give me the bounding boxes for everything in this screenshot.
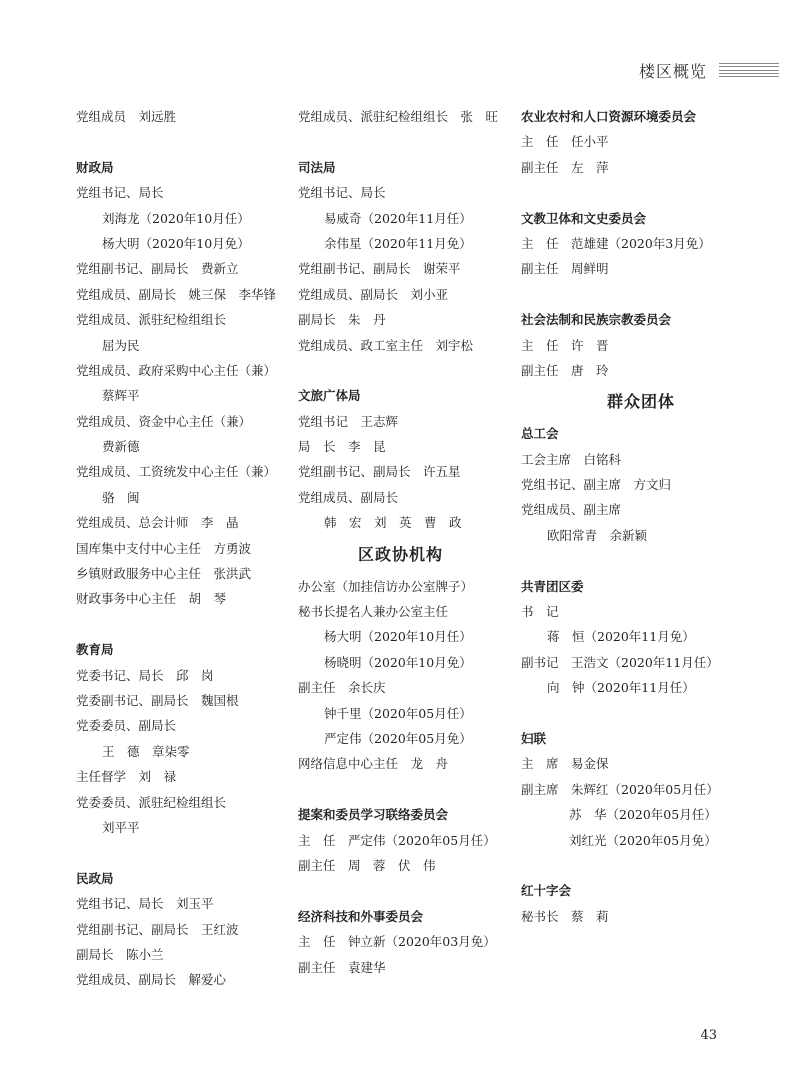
section-heading: 文教卫体和文史委员会 bbox=[521, 210, 647, 226]
major-section-heading: 群众团体 bbox=[606, 392, 675, 412]
column-2 bbox=[298, 104, 503, 980]
section-heading: 经济科技和外事委员会 bbox=[298, 908, 424, 924]
entry-line: 副主任 余长庆 bbox=[298, 680, 386, 696]
entry-line: 副主任 唐 玲 bbox=[521, 362, 609, 378]
entry-line: 向 钟（2020年11月任） bbox=[547, 680, 695, 696]
entry-line: 党组副书记、副局长 谢荣平 bbox=[298, 261, 461, 277]
entry-line: 党组书记 王志辉 bbox=[298, 413, 399, 429]
entry-line: 党组书记、副主席 方文归 bbox=[521, 477, 672, 493]
entry-line: 网络信息中心主任 龙 舟 bbox=[298, 756, 449, 772]
spacer bbox=[521, 282, 761, 307]
entry-line: 党组成员、政工室主任 刘宇松 bbox=[298, 337, 474, 353]
entry-line: 副主任 左 萍 bbox=[521, 159, 609, 175]
entry-line: 钟千里（2020年05月任） bbox=[324, 705, 472, 721]
entry-line: 韩 宏 刘 英 曹 政 bbox=[324, 515, 462, 531]
entry-line: 主 任 任小平 bbox=[521, 134, 609, 150]
entry-line: 党委副书记、副局长 魏国根 bbox=[76, 692, 239, 708]
entry-line: 党组成员、派驻纪检组组长 bbox=[76, 312, 227, 328]
entry-line: 主 任 严定伟（2020年05月任） bbox=[298, 832, 496, 848]
entry-line: 党组成员、副局长 姚三保 李华锋 bbox=[76, 286, 277, 302]
entry-line: 党组成员、副局长 刘小亚 bbox=[298, 286, 449, 302]
entry-line: 工会主席 白铭科 bbox=[521, 451, 622, 467]
entry-line: 主任督学 刘 禄 bbox=[76, 769, 177, 785]
entry-line: 骆 闽 bbox=[102, 489, 140, 505]
entry-line: 党组成员、副主席 bbox=[521, 502, 622, 518]
entry-line: 易威奇（2020年11月任） bbox=[324, 210, 472, 226]
entry-line: 杨大明（2020年10月免） bbox=[102, 235, 250, 251]
entry-line: 党委委员、副局长 bbox=[76, 718, 177, 734]
page-number: 43 bbox=[700, 1028, 717, 1043]
spacer bbox=[298, 358, 503, 383]
entry-line: 党组成员、工资统发中心主任（兼） bbox=[76, 464, 277, 480]
spacer bbox=[521, 548, 761, 573]
entry-line: 办公室（加挂信访办公室牌子） bbox=[298, 578, 474, 594]
entry-line: 主 席 易金保 bbox=[521, 756, 609, 772]
entry-line: 党组书记、局长 bbox=[298, 185, 386, 201]
entry-line: 副主任 袁建华 bbox=[298, 959, 386, 975]
entry-line: 蔡辉平 bbox=[102, 388, 140, 404]
major-section-heading: 区政协机构 bbox=[357, 544, 443, 564]
header-decoration bbox=[719, 63, 779, 77]
entry-line: 党组书记、局长 bbox=[76, 185, 164, 201]
entry-line: 党组成员、副局长 bbox=[298, 489, 399, 505]
entry-line: 欧阳常青 余新颖 bbox=[547, 527, 648, 543]
entry-line: 余伟星（2020年11月免） bbox=[324, 235, 472, 251]
spacer bbox=[298, 129, 503, 154]
entry-line: 局 长 李 昆 bbox=[298, 439, 386, 455]
spacer bbox=[76, 612, 286, 637]
section-heading: 共青团区委 bbox=[521, 578, 584, 594]
entry-line: 刘海龙（2020年10月任） bbox=[102, 210, 250, 226]
section-heading: 文旅广体局 bbox=[298, 388, 361, 404]
entry-line: 主 任 范雄建（2020年3月免） bbox=[521, 235, 711, 251]
entry-line: 副主任 周鲜明 bbox=[521, 261, 609, 277]
entry-line: 党组成员、派驻纪检组组长 张 旺 bbox=[298, 109, 499, 124]
entry-line: 副主任 周 蓉 伏 伟 bbox=[298, 857, 436, 873]
entry-line: 费新德 bbox=[102, 439, 140, 455]
spacer bbox=[76, 840, 286, 865]
entry-line: 副主席 朱辉红（2020年05月任） bbox=[521, 781, 719, 797]
entry-line: 党组成员、副局长 解爱心 bbox=[76, 972, 227, 988]
section-heading: 社会法制和民族宗教委员会 bbox=[521, 312, 672, 328]
entry-line: 书 记 bbox=[521, 604, 559, 620]
spacer bbox=[521, 853, 761, 878]
section-heading: 财政局 bbox=[76, 159, 114, 175]
section-heading: 教育局 bbox=[76, 642, 114, 658]
entry-line: 杨大明（2020年10月任） bbox=[324, 629, 472, 645]
entry-line: 杨晓明（2020年10月免） bbox=[324, 654, 472, 670]
entry-line: 党组副书记、副局长 王红波 bbox=[76, 921, 239, 937]
column-1 bbox=[76, 104, 286, 993]
column-3 bbox=[521, 104, 761, 929]
entry-line: 党委书记、局长 邱 岗 bbox=[76, 667, 214, 683]
entry-line: 副书记 王浩文（2020年11月任） bbox=[521, 654, 719, 670]
section-heading: 民政局 bbox=[76, 870, 114, 886]
entry-line: 刘红光（2020年05月免） bbox=[569, 832, 717, 848]
entry-line: 秘书长提名人兼办公室主任 bbox=[298, 604, 449, 620]
entry-line: 党组书记、局长 刘玉平 bbox=[76, 896, 214, 912]
entry-line: 党组副书记、副局长 许五星 bbox=[298, 464, 461, 480]
entry-line: 国库集中支付中心主任 方勇波 bbox=[76, 540, 252, 556]
entry-line: 屈为民 bbox=[102, 337, 140, 353]
entry-line: 蒋 恒（2020年11月免） bbox=[547, 629, 695, 645]
section-heading: 总工会 bbox=[521, 426, 559, 442]
entry-line: 副局长 陈小兰 bbox=[76, 946, 164, 962]
entry-line: 副局长 朱 丹 bbox=[298, 312, 386, 328]
entry-line: 主 任 许 晋 bbox=[521, 337, 609, 353]
spacer bbox=[298, 878, 503, 903]
section-heading: 红十字会 bbox=[521, 883, 572, 899]
entry-line: 党委委员、派驻纪检组组长 bbox=[76, 794, 227, 810]
entry-line: 刘平平 bbox=[102, 819, 140, 835]
spacer bbox=[521, 701, 761, 726]
entry-line: 主 任 钟立新（2020年03月免） bbox=[298, 934, 496, 950]
entry-line: 党组成员、资金中心主任（兼） bbox=[76, 413, 252, 429]
spacer bbox=[76, 129, 286, 154]
spacer bbox=[521, 180, 761, 205]
entry-line: 党组成员、总会计师 李 晶 bbox=[76, 515, 239, 531]
section-heading: 农业农村和人口资源环境委员会 bbox=[521, 109, 697, 124]
entry-line: 王 德 章柒零 bbox=[102, 743, 190, 759]
section-heading: 妇联 bbox=[521, 730, 547, 746]
section-title: 楼区概览 bbox=[638, 61, 707, 81]
section-heading: 提案和委员学习联络委员会 bbox=[298, 807, 449, 823]
entry-line: 苏 华（2020年05月任） bbox=[569, 807, 717, 823]
spacer bbox=[298, 777, 503, 802]
entry-line: 严定伟（2020年05月免） bbox=[324, 730, 472, 746]
entry-line: 乡镇财政服务中心主任 张洪武 bbox=[76, 566, 252, 582]
entry-line: 党组成员、政府采购中心主任（兼） bbox=[76, 362, 277, 378]
page-header bbox=[639, 58, 779, 82]
entry-line: 财政事务中心主任 胡 琴 bbox=[76, 591, 227, 607]
entry-line: 秘书长 蔡 莉 bbox=[521, 908, 609, 924]
entry-line: 党组成员 刘远胜 bbox=[76, 109, 177, 124]
section-heading: 司法局 bbox=[298, 159, 336, 175]
entry-line: 党组副书记、副局长 费新立 bbox=[76, 261, 239, 277]
